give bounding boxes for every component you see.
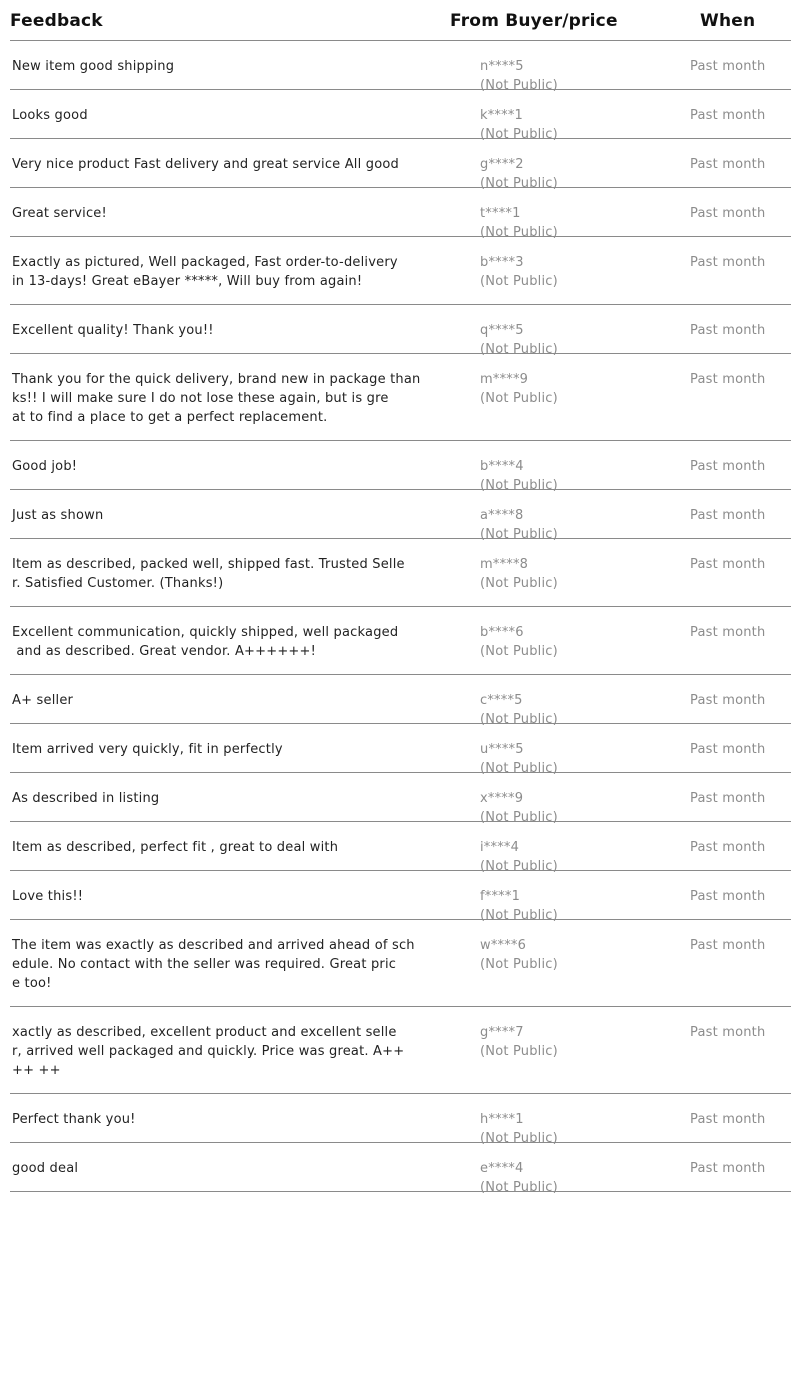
price-label: (Not Public) (480, 176, 558, 191)
price-label: (Not Public) (480, 478, 558, 493)
table-row (10, 490, 791, 542)
feedback-text: Exactly as pictured, Well packaged, Fast order-to-delivery in 13-days! Great eBayer *****, Will buy from again! (12, 255, 398, 289)
table-row (10, 305, 791, 357)
when-cell: Past month (690, 1025, 766, 1040)
buyer-id: b****6 (480, 625, 524, 640)
buyer-cell (480, 936, 558, 974)
table-row (10, 354, 791, 441)
buyer-id: a****8 (480, 508, 524, 523)
table-row (10, 724, 791, 776)
price-label: (Not Public) (480, 810, 558, 825)
price-label: (Not Public) (480, 391, 558, 406)
buyer-cell (480, 555, 558, 593)
when-cell: Past month (690, 791, 766, 806)
buyer-id: g****7 (480, 1025, 524, 1040)
feedback-text: Excellent quality! Thank you!! (12, 323, 214, 338)
table-row (10, 1007, 791, 1094)
buyer-column-header: From Buyer/price (450, 11, 618, 31)
feedback-text: Looks good (12, 108, 88, 123)
when-cell: Past month (690, 625, 766, 640)
feedback-text: Great service! (12, 206, 107, 221)
when-cell: Past month (690, 1161, 766, 1176)
table-row (10, 41, 791, 93)
buyer-id: t****1 (480, 206, 521, 221)
table-header (10, 0, 791, 41)
when-cell: Past month (690, 459, 766, 474)
feedback-text: The item was exactly as described and arrived ahead of sch edule. No contact with the seller was required. Great pric e too! (12, 938, 415, 991)
buyer-cell (480, 623, 558, 661)
table-row (10, 1094, 791, 1146)
feedback-text: Excellent communication, quickly shipped, well packaged and as described. Great vendor. A++++++! (12, 625, 399, 659)
table-row (10, 139, 791, 191)
price-label: (Not Public) (480, 712, 558, 727)
buyer-id: b****4 (480, 459, 524, 474)
feedback-text: Just as shown (12, 508, 104, 523)
price-label: (Not Public) (480, 859, 558, 874)
buyer-id: q****5 (480, 323, 524, 338)
when-cell: Past month (690, 255, 766, 270)
table-row (10, 822, 791, 874)
feedback-table (10, 0, 791, 1195)
price-label: (Not Public) (480, 1131, 558, 1146)
when-cell: Past month (690, 108, 766, 123)
buyer-id: c****5 (480, 693, 523, 708)
table-row (10, 188, 791, 240)
when-cell: Past month (690, 693, 766, 708)
price-label: (Not Public) (480, 576, 558, 591)
buyer-id: n****5 (480, 59, 524, 74)
buyer-id: g****2 (480, 157, 524, 172)
table-row (10, 90, 791, 142)
price-label: (Not Public) (480, 127, 558, 142)
price-label: (Not Public) (480, 1180, 558, 1195)
feedback-column-header: Feedback (10, 11, 103, 31)
price-label: (Not Public) (480, 342, 558, 357)
buyer-id: e****4 (480, 1161, 524, 1176)
table-row (10, 773, 791, 825)
when-cell: Past month (690, 372, 766, 387)
when-cell: Past month (690, 206, 766, 221)
when-cell: Past month (690, 59, 766, 74)
buyer-id: f****1 (480, 889, 521, 904)
price-label: (Not Public) (480, 527, 558, 542)
table-row (10, 539, 791, 607)
feedback-text: Item arrived very quickly, fit in perfectly (12, 742, 283, 757)
feedback-text: Very nice product Fast delivery and great service All good (12, 157, 399, 172)
feedback-text: New item good shipping (12, 59, 175, 74)
price-label: (Not Public) (480, 274, 558, 289)
feedback-text: Good job! (12, 459, 78, 474)
table-row (10, 237, 791, 305)
buyer-id: u****5 (480, 742, 524, 757)
when-cell: Past month (690, 508, 766, 523)
price-label: (Not Public) (480, 957, 558, 972)
table-row (10, 920, 791, 1007)
buyer-cell (480, 1159, 558, 1197)
when-cell: Past month (690, 840, 766, 855)
when-cell: Past month (690, 557, 766, 572)
table-row (10, 1143, 791, 1195)
buyer-id: h****1 (480, 1112, 524, 1127)
when-cell: Past month (690, 938, 766, 953)
when-cell: Past month (690, 889, 766, 904)
buyer-id: w****6 (480, 938, 527, 953)
feedback-text: As described in listing (12, 791, 160, 806)
when-cell: Past month (690, 742, 766, 757)
feedback-text: A+ seller (12, 693, 74, 708)
feedback-text: Perfect thank you! (12, 1112, 136, 1127)
buyer-id: m****8 (480, 557, 529, 572)
feedback-text: Love this!! (12, 889, 84, 904)
feedback-text: Item as described, packed well, shipped fast. Trusted Selle r. Satisfied Customer. (Thanks!) (12, 557, 405, 591)
table-row (10, 871, 791, 923)
price-label: (Not Public) (480, 1044, 558, 1059)
table-row (10, 441, 791, 493)
price-label: (Not Public) (480, 761, 558, 776)
buyer-id: b****3 (480, 255, 524, 270)
table-row (10, 675, 791, 727)
table-row (10, 607, 791, 675)
when-cell: Past month (690, 323, 766, 338)
feedback-text: Thank you for the quick delivery, brand new in package than ks!! I will make sure I do not lose these again, but is gre at to find a place to get a perfect replacement. (12, 372, 421, 425)
when-cell: Past month (690, 1112, 766, 1127)
feedback-text: Item as described, perfect fit , great to deal with (12, 840, 339, 855)
buyer-id: m****9 (480, 372, 529, 387)
buyer-id: k****1 (480, 108, 523, 123)
buyer-cell (480, 1023, 558, 1061)
buyer-id: i****4 (480, 840, 520, 855)
price-label: (Not Public) (480, 908, 558, 923)
feedback-text: good deal (12, 1161, 79, 1176)
when-column-header: When (700, 11, 756, 31)
price-label: (Not Public) (480, 644, 558, 659)
when-cell: Past month (690, 157, 766, 172)
buyer-id: x****9 (480, 791, 524, 806)
feedback-text: xactly as described, excellent product and excellent selle r, arrived well packaged and quickly. Price was great. A++ ++ ++ (12, 1025, 405, 1078)
buyer-cell (480, 253, 558, 291)
price-label: (Not Public) (480, 78, 558, 93)
price-label: (Not Public) (480, 225, 558, 240)
buyer-cell (480, 370, 558, 408)
